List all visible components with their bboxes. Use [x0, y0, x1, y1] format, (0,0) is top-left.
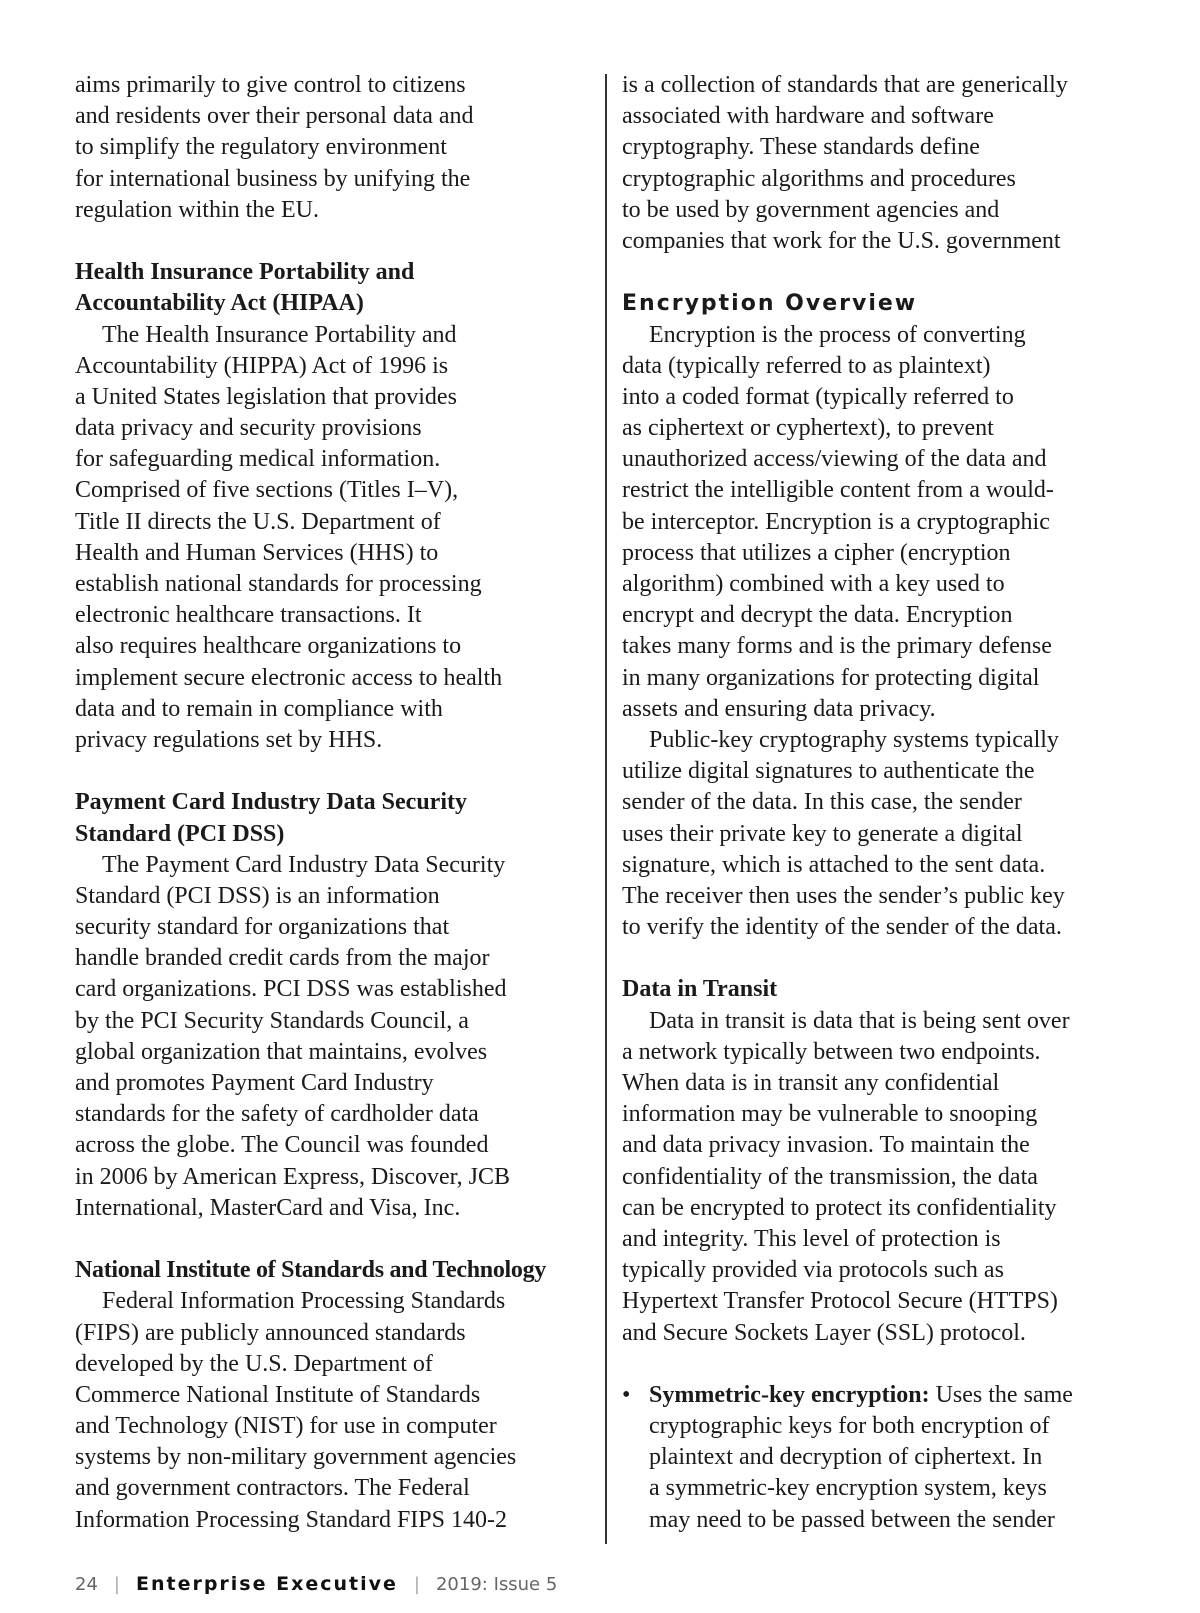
text-line: information may be vulnerable to snooping — [622, 1101, 1038, 1128]
text-line: establish national standards for processing — [75, 571, 482, 597]
bullet-marker: • — [622, 1381, 631, 1408]
text-line: The Health Insurance Portability and — [102, 321, 457, 348]
text-line: restrict the intelligible content from a would- — [622, 477, 1054, 504]
text-line: typically provided via protocols such as — [622, 1257, 1004, 1284]
text-line: Accountability (HIPPA) Act of 1996 is — [75, 352, 449, 379]
text-line: When data is in transit any confidential — [622, 1070, 1000, 1096]
text-line: a symmetric-key encryption system, keys — [649, 1475, 1047, 1502]
text-line: assets and ensuring data privacy. — [622, 695, 936, 722]
pci-section — [75, 787, 600, 1224]
text-line: Data in transit is data that is being sent over — [649, 1007, 1070, 1034]
text-line: to be used by government agencies and — [622, 196, 1000, 223]
text-line: Information Processing Standard FIPS 140-2 — [75, 1506, 507, 1533]
text-line: privacy regulations set by HHS. — [75, 726, 383, 753]
bullet-text: Uses the same — [929, 1381, 1073, 1408]
column-divider — [605, 74, 607, 1544]
hipaa-heading: Accountability Act (HIPAA) — [75, 290, 364, 317]
page-number: 24 — [75, 1574, 98, 1595]
text-line: data and to remain in compliance with — [75, 695, 443, 722]
nist-heading: National Institute of Standards and Technology — [75, 1257, 546, 1284]
text-line — [622, 1380, 1137, 1411]
text-line: International, MasterCard and Visa, Inc. — [75, 1194, 461, 1221]
text-line: implement secure electronic access to health — [75, 664, 503, 691]
hipaa-section — [75, 257, 600, 756]
text-line: sender of the data. In this case, the sender — [622, 789, 1022, 816]
text-line: takes many forms and is the primary defense — [622, 633, 1052, 660]
text-line: and Secure Sockets Layer (SSL) protocol. — [622, 1319, 1026, 1346]
text-line: a United States legislation that provides — [75, 383, 457, 410]
text-line: Hypertext Transfer Protocol Secure (HTTPS) — [622, 1288, 1058, 1315]
text-line: global organization that maintains, evolves — [75, 1038, 488, 1065]
text-line: be interceptor. Encryption is a cryptographic — [622, 508, 1050, 535]
text-line: regulation within the EU. — [75, 196, 319, 223]
text-line: Title II directs the U.S. Department of — [75, 508, 441, 535]
text-line: uses their private key to generate a digital — [622, 820, 1023, 847]
text-line: Encryption is the process of converting — [649, 321, 1026, 348]
text-line: standards for the safety of cardholder data — [75, 1101, 479, 1128]
text-line: Commerce National Institute of Standards — [75, 1381, 481, 1408]
hipaa-heading: Health Insurance Portability and — [75, 259, 415, 286]
left-column — [75, 70, 600, 1536]
text-line: companies that work for the U.S. government — [622, 227, 1061, 254]
text-line: data privacy and security provisions — [75, 415, 422, 442]
text-line: (FIPS) are publicly announced standards — [75, 1319, 466, 1346]
text-line: aims primarily to give control to citizens — [75, 72, 466, 98]
text-line: for safeguarding medical information. — [75, 446, 441, 473]
text-line: Comprised of five sections (Titles I–V), — [75, 477, 459, 504]
text-line: associated with hardware and software — [622, 103, 994, 130]
text-line: and government contractors. The Federal — [75, 1475, 470, 1502]
text-line: also requires healthcare organizations to — [75, 633, 462, 660]
text-line: in 2006 by American Express, Discover, JCB — [75, 1163, 510, 1190]
text-line: plaintext and decryption of ciphertext. In — [649, 1444, 1043, 1471]
text-line: and Technology (NIST) for use in computer — [75, 1413, 497, 1440]
text-line: algorithm) combined with a key used to — [622, 571, 1005, 597]
pci-heading: Payment Card Industry Data Security — [75, 789, 467, 816]
text-line: for international business by unifying the — [75, 165, 471, 192]
text-line: can be encrypted to protect its confidentiality — [622, 1194, 1057, 1221]
text-line: a network typically between two endpoints. — [622, 1038, 1041, 1065]
intro-paragraph — [75, 70, 600, 226]
text-line: is a collection of standards that are generically — [622, 72, 1068, 98]
text-line: to simplify the regulatory environment — [75, 134, 447, 161]
text-line: encrypt and decrypt the data. Encryption — [622, 602, 1013, 629]
text-line: and data privacy invasion. To maintain the — [622, 1132, 1030, 1159]
text-line: cryptography. These standards define — [622, 134, 980, 161]
text-line: process that utilizes a cipher (encryption — [622, 539, 1011, 566]
text-line: may need to be passed between the sender — [649, 1506, 1055, 1533]
text-line: The receiver then uses the sender’s public key — [622, 882, 1065, 909]
page-footer — [75, 1573, 557, 1595]
text-line: Federal Information Processing Standards — [102, 1288, 506, 1315]
fips-continuation — [622, 70, 1137, 257]
text-line: and promotes Payment Card Industry — [75, 1070, 434, 1096]
text-line: confidentiality of the transmission, the data — [622, 1163, 1038, 1190]
text-line: data (typically referred to as plaintext) — [622, 352, 991, 379]
text-line: across the globe. The Council was founded — [75, 1132, 489, 1159]
text-line: cryptographic algorithms and procedures — [622, 165, 1016, 192]
data-in-transit-section — [622, 974, 1137, 1348]
text-line: to verify the identity of the sender of the data. — [622, 914, 1062, 941]
text-line: in many organizations for protecting digital — [622, 664, 1040, 691]
text-line: as ciphertext or cyphertext), to prevent — [622, 415, 994, 442]
text-line: card organizations. PCI DSS was established — [75, 976, 507, 1003]
text-line: security standard for organizations that — [75, 914, 450, 941]
text-line: unauthorized access/viewing of the data and — [622, 446, 1047, 473]
text-line: into a coded format (typically referred to — [622, 383, 1014, 410]
bullet-symmetric-key — [622, 1380, 1137, 1536]
text-line: signature, which is attached to the sent data. — [622, 851, 1046, 878]
text-line: utilize digital signatures to authenticate the — [622, 758, 1035, 785]
text-line: by the PCI Security Standards Council, a — [75, 1007, 469, 1034]
encryption-overview-section — [622, 288, 1137, 943]
nist-section — [75, 1255, 600, 1536]
bullet-term: Symmetric-key encryption: — [649, 1381, 930, 1408]
text-line: Health and Human Services (HHS) to — [75, 539, 439, 566]
right-column — [622, 70, 1137, 1536]
text-line: developed by the U.S. Department of — [75, 1350, 433, 1377]
pci-heading: Standard (PCI DSS) — [75, 820, 285, 847]
text-line: The Payment Card Industry Data Security — [102, 851, 506, 878]
text-line: and integrity. This level of protection is — [622, 1225, 1001, 1252]
text-line: cryptographic keys for both encryption of — [649, 1413, 1050, 1440]
encryption-overview-heading: Encryption Overview — [622, 291, 918, 317]
text-line: electronic healthcare transactions. It — [75, 602, 422, 629]
footer-separator: | — [113, 1574, 120, 1595]
magazine-title: Enterprise Executive — [135, 1573, 398, 1595]
text-line: handle branded credit cards from the major — [75, 945, 490, 972]
data-in-transit-heading: Data in Transit — [622, 976, 778, 1003]
text-line: Standard (PCI DSS) is an information — [75, 882, 440, 909]
text-line: Public-key cryptography systems typically — [649, 726, 1059, 753]
text-line: and residents over their personal data and — [75, 103, 474, 130]
text-line: systems by non-military government agencies — [75, 1444, 517, 1471]
issue-label: 2019: Issue 5 — [435, 1574, 558, 1595]
footer-separator: | — [413, 1574, 420, 1595]
